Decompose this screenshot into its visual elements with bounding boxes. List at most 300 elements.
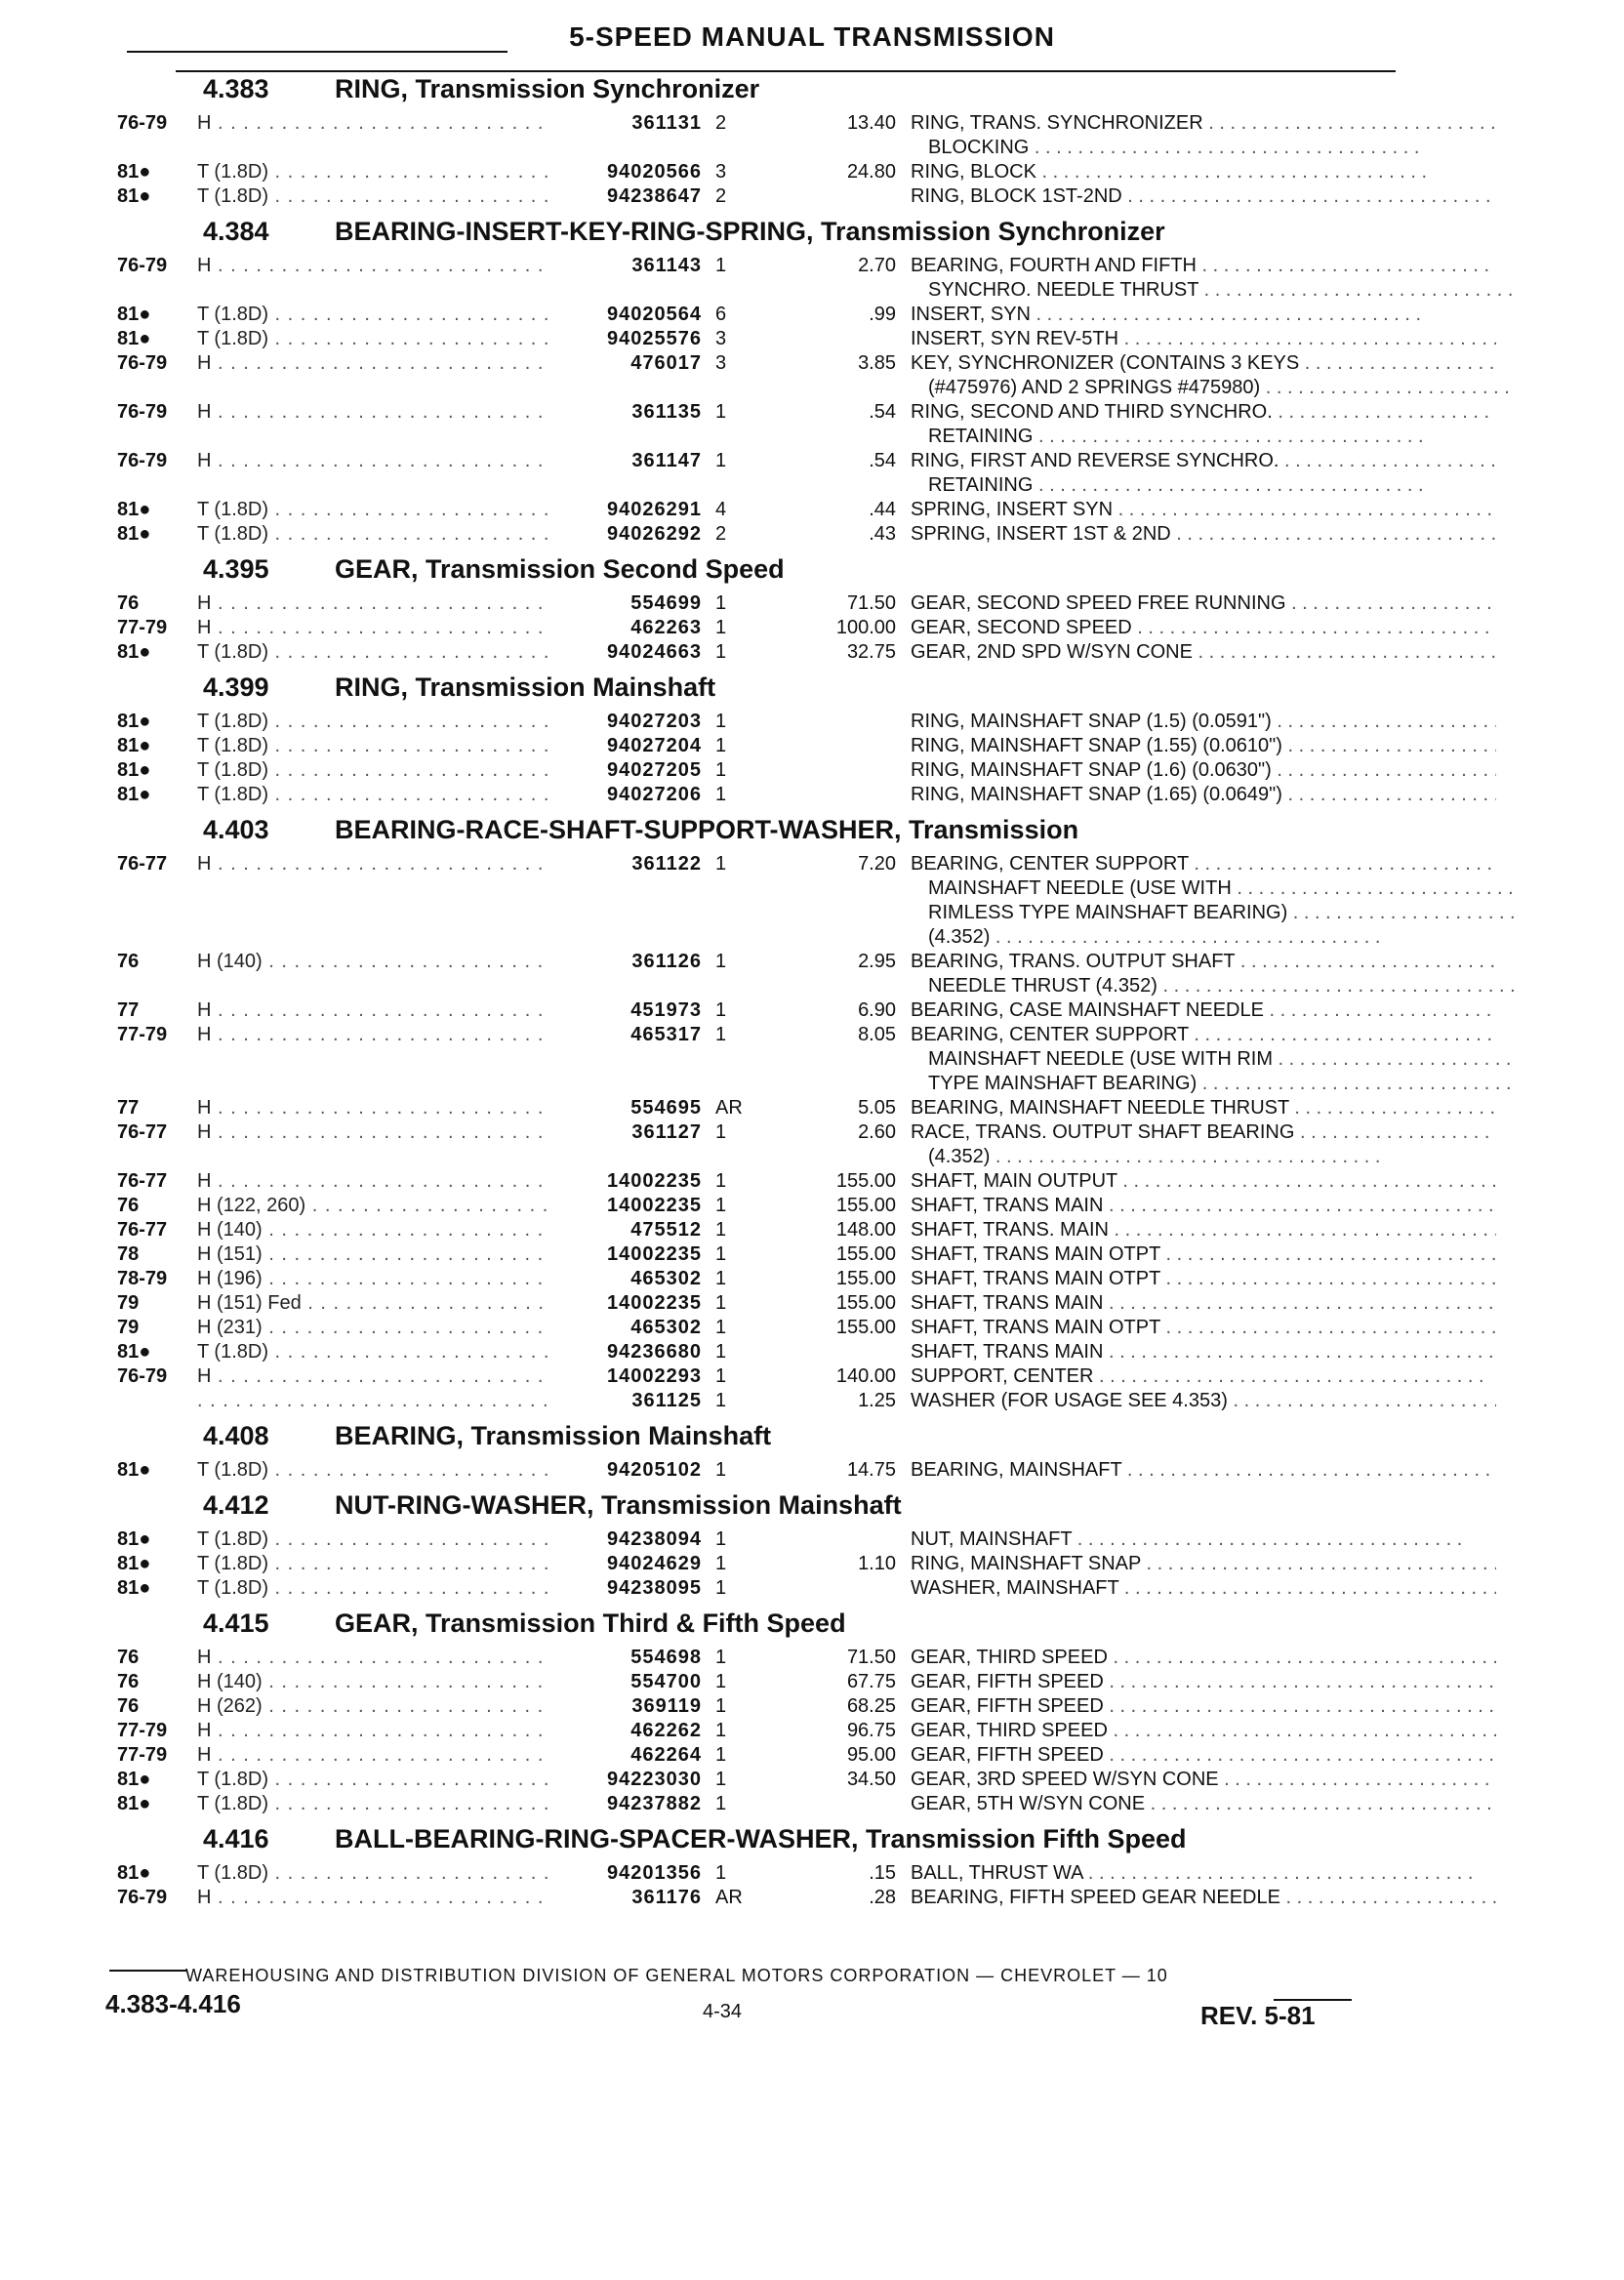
footer-revision: REV. 5-81 [1200, 2001, 1316, 2030]
section-heading [105, 66, 1394, 111]
part-description: NUT, MAINSHAFT . . . [911, 1527, 1496, 1552]
list-price: .28 [869, 1887, 896, 1908]
group-number: 4.412 [203, 1490, 269, 1520]
quantity: AR [715, 1097, 743, 1119]
model-code: H . . . [197, 1743, 548, 1768]
part-description: GEAR, SECOND SPEED FREE RUNNING . . . [911, 591, 1496, 616]
model-code: H . . . [197, 1120, 548, 1145]
part-description: BLOCKING . . . [911, 136, 1514, 160]
list-price: 14.75 [846, 1459, 896, 1481]
part-description: (#475976) AND 2 SPRINGS #475980) . . . [911, 376, 1514, 400]
description-continuation [105, 1145, 1394, 1169]
part-number: 361126 [549, 950, 702, 974]
part-description: RING, SECOND AND THIRD SYNCHRO. . . . [911, 400, 1496, 425]
list-price: 71.50 [846, 592, 896, 614]
footer-division: WAREHOUSING AND DISTRIBUTION DIVISION OF GENERAL MOTORS CORPORATION — CHEVROLET — 10 [185, 1966, 1168, 1985]
quantity: 2 [715, 112, 727, 134]
list-price: 7.20 [858, 853, 896, 875]
part-row [105, 1694, 1394, 1719]
part-number: 451973 [549, 998, 702, 1023]
part-row [105, 184, 1394, 209]
part-number: 94238094 [549, 1527, 702, 1552]
part-description: BEARING, FIFTH SPEED GEAR NEEDLE . . . [911, 1886, 1496, 1910]
model-year: 77-79 [117, 1720, 168, 1741]
part-description: INSERT, SYN . . . [911, 303, 1496, 327]
quantity: 3 [715, 161, 727, 183]
part-row [105, 1792, 1394, 1816]
quantity: 1 [715, 1292, 727, 1314]
part-row [105, 327, 1394, 351]
part-row [105, 1743, 1394, 1768]
part-number: 14002235 [549, 1194, 702, 1218]
list-price: 1.25 [858, 1390, 896, 1411]
part-number: 465317 [549, 1023, 702, 1047]
part-row [105, 1670, 1394, 1694]
part-description: RIMLESS TYPE MAINSHAFT BEARING) . . . [911, 901, 1514, 925]
header-rule [127, 51, 508, 53]
model-year: 76-77 [117, 853, 168, 875]
model-year: 81● [117, 759, 151, 781]
part-number: 94026292 [549, 522, 702, 547]
part-number: 361131 [549, 111, 702, 136]
model-code: T (1.8D) . . . [197, 1458, 548, 1483]
part-description: SHAFT, TRANS MAIN . . . [911, 1194, 1496, 1218]
quantity: 6 [715, 304, 727, 325]
model-year: 77-79 [117, 1024, 168, 1045]
model-code: H . . . [197, 616, 548, 640]
model-year: 77 [117, 1097, 140, 1119]
model-code: H (140) . . . [197, 1670, 548, 1694]
list-price: .15 [869, 1862, 896, 1884]
quantity: 1 [715, 401, 727, 423]
description-continuation [105, 876, 1394, 901]
quantity: 1 [715, 1695, 727, 1717]
part-description: BEARING, MAINSHAFT NEEDLE THRUST . . . [911, 1096, 1496, 1120]
quantity: 1 [715, 1528, 727, 1550]
part-row [105, 1120, 1394, 1145]
quantity: 1 [715, 853, 727, 875]
part-description: RING, MAINSHAFT SNAP (1.55) (0.0610") . . . [911, 734, 1496, 758]
part-row [105, 449, 1394, 473]
part-description: GEAR, FIFTH SPEED . . . [911, 1670, 1496, 1694]
model-code: T (1.8D) . . . [197, 640, 548, 665]
quantity: 1 [715, 617, 727, 638]
part-row [105, 400, 1394, 425]
quantity: 1 [715, 1195, 727, 1216]
model-year: 76 [117, 1671, 140, 1692]
list-price: 6.90 [858, 999, 896, 1021]
model-year: 81● [117, 1862, 151, 1884]
list-price: 155.00 [835, 1243, 896, 1265]
model-code: T (1.8D) . . . [197, 1861, 548, 1886]
list-price: 68.25 [846, 1695, 896, 1717]
model-year: 78 [117, 1243, 140, 1265]
model-year: 76-79 [117, 352, 168, 374]
model-year: 81● [117, 1793, 151, 1814]
model-code: T (1.8D) . . . [197, 1576, 548, 1601]
model-code: T (1.8D) . . . [197, 1527, 548, 1552]
part-number: 554699 [549, 591, 702, 616]
part-description: RING, MAINSHAFT SNAP (1.6) (0.0630") . . . [911, 758, 1496, 783]
part-row [105, 950, 1394, 974]
part-description: RETAINING . . . [911, 425, 1514, 449]
part-number: 94223030 [549, 1768, 702, 1792]
list-price: 100.00 [835, 617, 896, 638]
part-number: 361125 [549, 1389, 702, 1413]
part-description: RING, MAINSHAFT SNAP . . . [911, 1552, 1496, 1576]
section-4-416 [105, 1816, 1394, 1910]
part-row [105, 1096, 1394, 1120]
part-description: SUPPORT, CENTER . . . [911, 1364, 1496, 1389]
part-row [105, 1194, 1394, 1218]
section-heading [105, 547, 1394, 591]
part-row [105, 522, 1394, 547]
description-continuation [105, 473, 1394, 498]
part-description: BEARING, FOURTH AND FIFTH . . . [911, 254, 1496, 278]
description-continuation [105, 901, 1394, 925]
model-code: T (1.8D) . . . [197, 734, 548, 758]
group-number: 4.403 [203, 815, 269, 844]
model-code: T (1.8D) . . . [197, 1340, 548, 1364]
section-4-384 [105, 209, 1394, 547]
part-row [105, 254, 1394, 278]
part-description: WASHER (FOR USAGE SEE 4.353) . . . [911, 1389, 1496, 1413]
model-code: T (1.8D) . . . [197, 710, 548, 734]
model-year: 81● [117, 641, 151, 663]
quantity: 1 [715, 1024, 727, 1045]
model-year: 81● [117, 1553, 151, 1574]
model-code [197, 1389, 548, 1413]
model-year: 76-77 [117, 1121, 168, 1143]
part-row [105, 303, 1394, 327]
quantity: 1 [715, 999, 727, 1021]
part-description: RING, MAINSHAFT SNAP (1.65) (0.0649") . . . [911, 783, 1496, 807]
part-description: BEARING, MAINSHAFT . . . [911, 1458, 1496, 1483]
part-number: 462263 [549, 616, 702, 640]
part-row [105, 351, 1394, 376]
parts-list [105, 66, 1394, 1910]
part-row [105, 1364, 1394, 1389]
list-price: 3.85 [858, 352, 896, 374]
model-year: 81● [117, 161, 151, 183]
description-continuation [105, 1047, 1394, 1072]
description-continuation [105, 136, 1394, 160]
list-price: 1.10 [858, 1553, 896, 1574]
group-title: BALL-BEARING-RING-SPACER-WASHER, Transmission Fifth Speed [335, 1824, 1187, 1853]
part-number: 94024663 [549, 640, 702, 665]
part-number: 94020566 [549, 160, 702, 184]
part-description: INSERT, SYN REV-5TH . . . [911, 327, 1496, 351]
model-code: H . . . [197, 400, 548, 425]
part-row [105, 1242, 1394, 1267]
section-heading [105, 1601, 1394, 1646]
model-year: 81● [117, 711, 151, 732]
part-description: SHAFT, TRANS. MAIN . . . [911, 1218, 1496, 1242]
model-code: T (1.8D) . . . [197, 327, 548, 351]
part-number: 94025576 [549, 327, 702, 351]
model-code: H . . . [197, 254, 548, 278]
part-number: 462264 [549, 1743, 702, 1768]
part-number: 94205102 [549, 1458, 702, 1483]
model-code: T (1.8D) . . . [197, 758, 548, 783]
part-description: (4.352) . . . [911, 925, 1514, 950]
part-number: 94238095 [549, 1576, 702, 1601]
list-price: 5.05 [858, 1097, 896, 1119]
part-row [105, 1768, 1394, 1792]
model-code: H . . . [197, 111, 548, 136]
part-number: 462262 [549, 1719, 702, 1743]
part-number: 361122 [549, 852, 702, 876]
group-title: BEARING, Transmission Mainshaft [335, 1421, 772, 1450]
list-price: 148.00 [835, 1219, 896, 1241]
quantity: 3 [715, 328, 727, 349]
part-description: SHAFT, TRANS MAIN . . . [911, 1291, 1496, 1316]
model-code: T (1.8D) . . . [197, 160, 548, 184]
model-code: H . . . [197, 1169, 548, 1194]
part-number: 554700 [549, 1670, 702, 1694]
description-continuation [105, 925, 1394, 950]
quantity: 1 [715, 784, 727, 805]
description-continuation [105, 974, 1394, 998]
model-year: 76-79 [117, 1887, 168, 1908]
model-year: 81● [117, 1769, 151, 1790]
quantity: 1 [715, 450, 727, 471]
section-heading [105, 1413, 1394, 1458]
part-number: 361147 [549, 449, 702, 473]
model-code: H (196) . . . [197, 1267, 548, 1291]
part-description: SYNCHRO. NEEDLE THRUST . . . [911, 278, 1514, 303]
part-number: 554698 [549, 1646, 702, 1670]
part-row [105, 1340, 1394, 1364]
quantity: 1 [715, 1365, 727, 1387]
part-number: 94027203 [549, 710, 702, 734]
model-year: 76-79 [117, 1365, 168, 1387]
model-year: 81● [117, 735, 151, 756]
group-number: 4.415 [203, 1608, 269, 1638]
part-number: 361143 [549, 254, 702, 278]
model-code: H . . . [197, 1096, 548, 1120]
description-continuation [105, 278, 1394, 303]
section-heading [105, 1483, 1394, 1527]
section-heading [105, 209, 1394, 254]
quantity: 1 [715, 1390, 727, 1411]
part-number: 476017 [549, 351, 702, 376]
model-year: 81● [117, 784, 151, 805]
model-year: 81● [117, 185, 151, 207]
group-title: RING, Transmission Mainshaft [335, 672, 716, 702]
model-code: H (122, 260) . . . [197, 1194, 548, 1218]
part-description: SPRING, INSERT SYN . . . [911, 498, 1496, 522]
part-description: GEAR, THIRD SPEED . . . [911, 1646, 1496, 1670]
group-title: GEAR, Transmission Third & Fifth Speed [335, 1608, 846, 1638]
group-number: 4.383 [203, 74, 269, 103]
model-year: 81● [117, 304, 151, 325]
part-row [105, 1527, 1394, 1552]
quantity: 1 [715, 255, 727, 276]
part-number: 554695 [549, 1096, 702, 1120]
list-price: 8.05 [858, 1024, 896, 1045]
part-row [105, 734, 1394, 758]
quantity: 1 [715, 1862, 727, 1884]
part-description: BEARING, CASE MAINSHAFT NEEDLE . . . [911, 998, 1496, 1023]
part-number: 361176 [549, 1886, 702, 1910]
part-number: 94024629 [549, 1552, 702, 1576]
quantity: 1 [715, 951, 727, 972]
part-number: 94027205 [549, 758, 702, 783]
model-code: H (151) . . . [197, 1242, 548, 1267]
model-year: 81● [117, 523, 151, 545]
part-description: GEAR, 2ND SPD W/SYN CONE . . . [911, 640, 1496, 665]
footer-group-range: 4.383-4.416 [105, 1989, 241, 2018]
model-code: H (262) . . . [197, 1694, 548, 1719]
model-year: 76-79 [117, 112, 168, 134]
part-row [105, 1389, 1394, 1413]
list-price: 155.00 [835, 1292, 896, 1314]
list-price: 155.00 [835, 1170, 896, 1192]
part-row [105, 758, 1394, 783]
part-description: GEAR, 5TH W/SYN CONE . . . [911, 1792, 1496, 1816]
part-number: 475512 [549, 1218, 702, 1242]
part-number: 94201356 [549, 1861, 702, 1886]
quantity: 2 [715, 185, 727, 207]
list-price: 32.75 [846, 641, 896, 663]
part-number: 14002235 [549, 1169, 702, 1194]
quantity: 1 [715, 1671, 727, 1692]
model-year: 77-79 [117, 1744, 168, 1766]
section-4-403 [105, 807, 1394, 1413]
model-code: H . . . [197, 998, 548, 1023]
model-code: H (151) Fed . . . [197, 1291, 548, 1316]
part-number: 14002235 [549, 1242, 702, 1267]
part-row [105, 1267, 1394, 1291]
part-number: 94020564 [549, 303, 702, 327]
quantity: 1 [715, 1553, 727, 1574]
model-code: H . . . [197, 1364, 548, 1389]
part-description: SHAFT, TRANS MAIN OTPT . . . [911, 1267, 1496, 1291]
part-row [105, 783, 1394, 807]
part-row [105, 998, 1394, 1023]
list-price: 34.50 [846, 1769, 896, 1790]
group-number: 4.399 [203, 672, 269, 702]
model-year: 76 [117, 951, 140, 972]
part-description: SPRING, INSERT 1ST & 2ND . . . [911, 522, 1496, 547]
section-heading [105, 807, 1394, 852]
list-price: 2.70 [858, 255, 896, 276]
part-number: 14002293 [549, 1364, 702, 1389]
part-description: SHAFT, TRANS MAIN OTPT . . . [911, 1316, 1496, 1340]
model-code: T (1.8D) . . . [197, 1552, 548, 1576]
part-description: BEARING, CENTER SUPPORT . . . [911, 852, 1496, 876]
model-year: 78-79 [117, 1268, 168, 1289]
list-price: 67.75 [846, 1671, 896, 1692]
quantity: 1 [715, 711, 727, 732]
part-description: NEEDLE THRUST (4.352) . . . [911, 974, 1514, 998]
quantity: 1 [715, 1720, 727, 1741]
part-number: 465302 [549, 1267, 702, 1291]
part-row [105, 1169, 1394, 1194]
part-description: GEAR, THIRD SPEED . . . [911, 1719, 1496, 1743]
quantity: 1 [715, 641, 727, 663]
group-title: NUT-RING-WASHER, Transmission Mainshaft [335, 1490, 902, 1520]
quantity: 1 [715, 759, 727, 781]
model-year: 81● [117, 499, 151, 520]
part-number: 369119 [549, 1694, 702, 1719]
model-code: H . . . [197, 1023, 548, 1047]
list-price: .54 [869, 401, 896, 423]
part-row [105, 1576, 1394, 1601]
part-row [105, 1316, 1394, 1340]
model-code: H (140) . . . [197, 1218, 548, 1242]
part-description: GEAR, 3RD SPEED W/SYN CONE . . . [911, 1768, 1496, 1792]
quantity: 1 [715, 592, 727, 614]
model-year: 76-77 [117, 1170, 168, 1192]
group-title: RING, Transmission Synchronizer [335, 74, 760, 103]
footer-page-number: 4-34 [703, 2001, 743, 2022]
quantity: 1 [715, 1769, 727, 1790]
model-year: 76-79 [117, 401, 168, 423]
footer-rule [109, 1970, 187, 1972]
model-code: T (1.8D) . . . [197, 303, 548, 327]
quantity: 1 [715, 1577, 727, 1599]
list-price: 155.00 [835, 1268, 896, 1289]
model-year: 81● [117, 1577, 151, 1599]
part-description: (4.352) . . . [911, 1145, 1514, 1169]
model-year: 81● [117, 1528, 151, 1550]
part-description: RETAINING . . . [911, 473, 1514, 498]
model-year: 76 [117, 592, 140, 614]
list-price: 95.00 [846, 1744, 896, 1766]
part-row [105, 1218, 1394, 1242]
part-row [105, 1458, 1394, 1483]
list-price: 71.50 [846, 1647, 896, 1668]
part-row [105, 498, 1394, 522]
model-code: H (140) . . . [197, 950, 548, 974]
part-number: 14002235 [549, 1291, 702, 1316]
quantity: 3 [715, 352, 727, 374]
list-price: .43 [869, 523, 896, 545]
list-price: 24.80 [846, 161, 896, 183]
part-description: BEARING, TRANS. OUTPUT SHAFT . . . [911, 950, 1496, 974]
list-price: 2.60 [858, 1121, 896, 1143]
part-number: 94236680 [549, 1340, 702, 1364]
model-code: H (231) . . . [197, 1316, 548, 1340]
part-description: RING, BLOCK 1ST-2ND . . . [911, 184, 1496, 209]
part-description: SHAFT, MAIN OUTPUT . . . [911, 1169, 1496, 1194]
model-code: H . . . [197, 591, 548, 616]
quantity: 1 [715, 1219, 727, 1241]
part-number: 94237882 [549, 1792, 702, 1816]
model-code: H . . . [197, 351, 548, 376]
section-4-383 [105, 66, 1394, 209]
part-number: 361135 [549, 400, 702, 425]
part-row [105, 1291, 1394, 1316]
list-price: .44 [869, 499, 896, 520]
section-4-395 [105, 547, 1394, 665]
quantity: 1 [715, 1793, 727, 1814]
section-4-412 [105, 1483, 1394, 1601]
part-description: TYPE MAINSHAFT BEARING) . . . [911, 1072, 1514, 1096]
model-code: T (1.8D) . . . [197, 1768, 548, 1792]
part-description: WASHER, MAINSHAFT . . . [911, 1576, 1496, 1601]
part-row [105, 640, 1394, 665]
group-title: BEARING-RACE-SHAFT-SUPPORT-WASHER, Transmission [335, 815, 1079, 844]
quantity: 1 [715, 1744, 727, 1766]
part-row [105, 160, 1394, 184]
part-description: GEAR, SECOND SPEED . . . [911, 616, 1496, 640]
group-number: 4.384 [203, 217, 269, 246]
quantity: 1 [715, 1268, 727, 1289]
section-4-399 [105, 665, 1394, 807]
